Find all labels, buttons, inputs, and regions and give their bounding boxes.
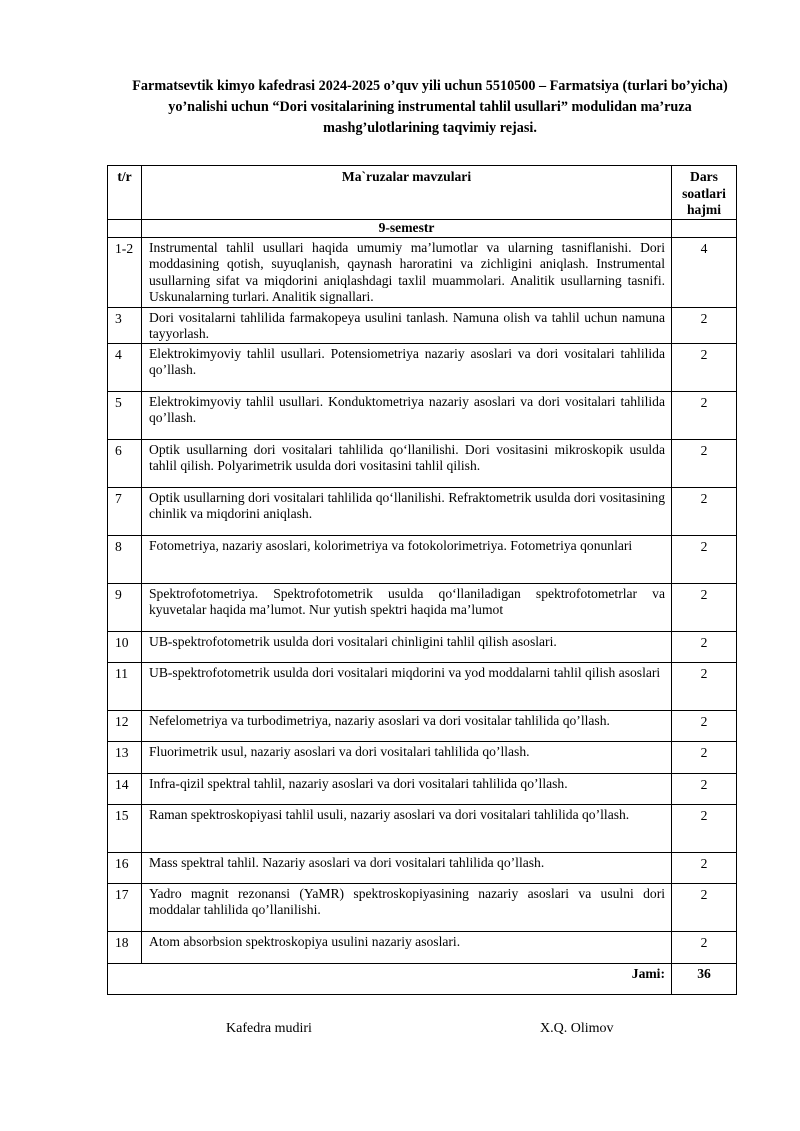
row-num: 13 <box>108 741 142 773</box>
table-row <box>108 710 737 741</box>
row-num: 17 <box>108 883 142 931</box>
header-hours-line3: hajmi <box>687 202 721 217</box>
table-row <box>108 439 737 487</box>
row-topic: Optik usullarning dori vositalari tahlilida qo‘llanilishi. Dori vositasini mikroskopik usulda tahlil qilish. Polyarimetrik usulda dori vositasini tahlil qilish. <box>142 439 672 487</box>
row-hours: 2 <box>672 710 737 741</box>
row-topic: Yadro magnit rezonansi (YaMR) spektroskopiyasining nazariy asoslari va usulni dori moddalar tahlilida qo’llanilishi. <box>142 883 672 931</box>
row-topic: Elektrokimyoviy tahlil usullari. Konduktometriya nazariy asoslari va dori vositalari tahlilida qo’llash. <box>142 391 672 439</box>
row-hours: 2 <box>672 662 737 710</box>
semester-num-cell <box>108 219 142 237</box>
title-line-1: Farmatsevtik kimyo kafedrasi 2024-2025 o’quv yili uchun 5510500 – Farmatsiya (turlari bo’yicha) <box>132 78 728 94</box>
row-topic: Mass spektral tahlil. Nazariy asoslari va dori vositalari tahlilida qo’llash. <box>142 852 672 883</box>
row-topic: Infra-qizil spektral tahlil, nazariy asoslari va dori vositalari tahlilida qo’llash. <box>142 773 672 804</box>
table-row <box>108 852 737 883</box>
row-num: 8 <box>108 535 142 583</box>
title-line-2: yo’nalishi uchun “Dori vositalarining instrumental tahlil usullari” modulidan ma’ruza <box>168 99 692 115</box>
row-hours: 2 <box>672 391 737 439</box>
semester-label: 9-semestr <box>142 219 672 237</box>
row-topic: Elektrokimyoviy tahlil usullari. Potensiometriya nazariy asoslari va dori vositalari tahlilida qo’llash. <box>142 343 672 391</box>
row-num: 4 <box>108 343 142 391</box>
row-hours: 2 <box>672 535 737 583</box>
row-hours: 2 <box>672 773 737 804</box>
row-hours: 2 <box>672 343 737 391</box>
table-row <box>108 631 737 662</box>
table-row <box>108 804 737 852</box>
document-title <box>110 76 750 139</box>
row-topic: Dori vositalarni tahlilida farmakopeya usulini tanlash. Namuna olish va tahlil uchun namuna tayyorlash. <box>142 307 672 343</box>
table-row <box>108 307 737 343</box>
table-row <box>108 237 737 307</box>
row-topic: Atom absorbsion spektroskopiya usulini nazariy asoslari. <box>142 931 672 963</box>
table-row <box>108 883 737 931</box>
row-hours: 2 <box>672 487 737 535</box>
row-hours: 2 <box>672 804 737 852</box>
header-hours <box>672 166 737 220</box>
title-line-3: mashg’ulotlarining taqvimiy rejasi. <box>323 120 537 136</box>
table-row <box>108 741 737 773</box>
row-topic: Fotometriya, nazariy asoslari, kolorimetriya va fotokolorimetriya. Fotometriya qonunlari <box>142 535 672 583</box>
row-num: 11 <box>108 662 142 710</box>
header-hours-line1: Dars <box>690 169 718 184</box>
row-hours: 4 <box>672 237 737 307</box>
header-num: t/r <box>108 166 142 220</box>
lecture-plan-table <box>107 165 737 995</box>
table-row <box>108 391 737 439</box>
row-hours: 2 <box>672 307 737 343</box>
row-num: 12 <box>108 710 142 741</box>
total-label: Jami: <box>108 963 672 994</box>
row-num: 18 <box>108 931 142 963</box>
row-hours: 2 <box>672 583 737 631</box>
row-num: 15 <box>108 804 142 852</box>
semester-hours-cell <box>672 219 737 237</box>
table-row <box>108 343 737 391</box>
row-num: 3 <box>108 307 142 343</box>
row-num: 14 <box>108 773 142 804</box>
row-topic: Fluorimetrik usul, nazariy asoslari va dori vositalari tahlilida qo’llash. <box>142 741 672 773</box>
row-num: 10 <box>108 631 142 662</box>
row-topic: Nefelometriya va turbodimetriya, nazariy asoslari va dori vositalar tahlilida qo’llash. <box>142 710 672 741</box>
header-hours-line2: soatlari <box>682 185 726 201</box>
table-row <box>108 535 737 583</box>
row-topic: Optik usullarning dori vositalari tahlilida qo‘llanilishi. Refraktometrik usulda dori vositasining chinlik va miqdorini aniqlash. <box>142 487 672 535</box>
signature-role: Kafedra mudiri <box>226 1021 312 1036</box>
row-topic: Instrumental tahlil usullari haqida umumiy ma’lumotlar va ularning tasniflanishi. Dori moddasining qotish, suyuqlanish, qaynash haroratini va zichligini aniqlash. Instrumental usullarning sifat va miqdorini aniqlashdagi taxlil muammolari. Analitik usullarning tasnifi. Uskunalarning turlari. Analitik signallari. <box>142 237 672 307</box>
total-row <box>108 963 737 994</box>
row-topic: Spektrofotometriya. Spektrofotometrik usulda qo‘llaniladigan spektrofotometrlar va kyuvetalar haqida ma’lumot. Nur yutish spektri haqida ma’lumot <box>142 583 672 631</box>
row-topic: UB-spektrofotometrik usulda dori vositalari miqdorini va yod moddalarni tahlil qilish asoslari <box>142 662 672 710</box>
signature-name: X.Q. Olimov <box>540 1021 614 1036</box>
table-row <box>108 583 737 631</box>
row-topic: Raman spektroskopiyasi tahlil usuli, nazariy asoslari va dori vositalari tahlilida qo’llash. <box>142 804 672 852</box>
header-topic: Ma`ruzalar mavzulari <box>142 166 672 220</box>
row-hours: 2 <box>672 439 737 487</box>
total-value: 36 <box>672 963 737 994</box>
row-num: 7 <box>108 487 142 535</box>
row-num: 6 <box>108 439 142 487</box>
table-row <box>108 931 737 963</box>
table-row <box>108 662 737 710</box>
table-row <box>108 487 737 535</box>
row-hours: 2 <box>672 741 737 773</box>
table-header-row <box>108 166 737 220</box>
row-topic: UB-spektrofotometrik usulda dori vositalari chinligini tahlil qilish asoslari. <box>142 631 672 662</box>
row-num: 16 <box>108 852 142 883</box>
row-num: 5 <box>108 391 142 439</box>
semester-row <box>108 219 737 237</box>
table-row <box>108 773 737 804</box>
row-hours: 2 <box>672 931 737 963</box>
row-hours: 2 <box>672 631 737 662</box>
row-num: 9 <box>108 583 142 631</box>
row-hours: 2 <box>672 883 737 931</box>
row-hours: 2 <box>672 852 737 883</box>
row-num: 1-2 <box>108 237 142 307</box>
